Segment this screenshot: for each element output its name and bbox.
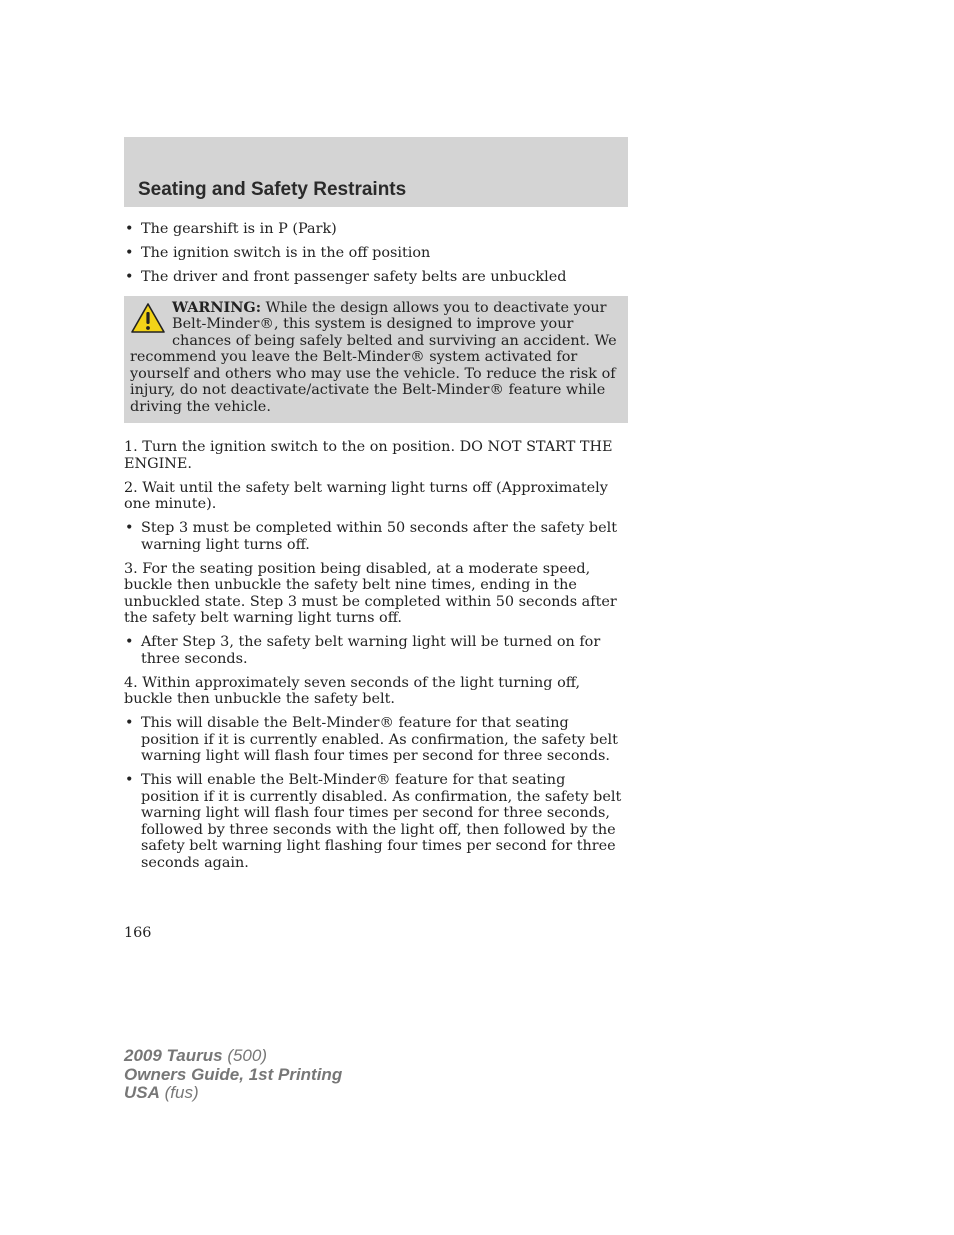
step-4: 4. Within approximately seven seconds of the light turning off, buckle then unbuckle the safety belt. xyxy=(124,674,581,707)
list-item: • The gearshift is in P (Park) xyxy=(124,221,628,238)
warning-triangle-icon xyxy=(130,302,166,335)
section-title: Seating and Safety Restraints xyxy=(138,179,407,200)
list-item: • This will disable the Belt-Minder® feature for that seating position if it is currently enabled. As confirmation, the safety belt warning light will flash four times per second for three seconds. xyxy=(124,715,628,765)
step-2-bullets xyxy=(124,520,628,553)
step-3: 3. For the seating position being disabled, at a moderate speed, buckle then unbuckle the safety belt nine times, ending in the unbuckled state. Step 3 must be completed within 50 seconds after the safety belt warning light turns off. xyxy=(124,560,617,626)
footer-model-code: (500) xyxy=(222,1046,268,1065)
step-3-bullets xyxy=(124,634,628,667)
list-item: • The ignition switch is in the off position xyxy=(124,245,628,262)
footer-model-line xyxy=(124,1047,342,1066)
step-2: 2. Wait until the safety belt warning light turns off (Approximately one minute). xyxy=(124,479,608,512)
list-item: • The driver and front passenger safety belts are unbuckled xyxy=(124,269,628,286)
list-item: • Step 3 must be completed within 50 seconds after the safety belt warning light turns off. xyxy=(124,520,628,553)
footer-model: 2009 Taurus xyxy=(124,1046,223,1065)
section-header xyxy=(124,137,628,207)
intro-bullet-list xyxy=(124,221,628,286)
step-4-bullets xyxy=(124,715,628,871)
list-item: • After Step 3, the safety belt warning light will be turned on for three seconds. xyxy=(124,634,628,667)
footer-edition: Owners Guide, 1st Printing xyxy=(124,1064,343,1084)
page-number: 166 xyxy=(124,925,152,941)
step-1: 1. Turn the ignition switch to the on position. DO NOT START THE ENGINE. xyxy=(124,439,613,472)
footer-market-code: (fus) xyxy=(159,1083,199,1102)
document-footer xyxy=(124,1047,342,1103)
footer-market-line xyxy=(124,1084,342,1103)
footer-market: USA xyxy=(124,1083,160,1102)
list-item: • This will enable the Belt-Minder® feature for that seating position if it is currently disabled. As confirmation, the safety belt warning light will flash four times per second for three seconds, followed by three seconds with the light off, then followed by the safety belt warning light flashing four times per second for three seconds again. xyxy=(124,772,628,871)
warning-label: WARNING: xyxy=(172,298,262,316)
warning-text: While the design allows you to deactivate your Belt-Minder®, this system is designed to improve your chances of being safely belted and surviving an accident. We recommend you leave the Belt-Minder® system activated for yourself and others who may use the vehicle. To reduce the risk of injury, do not deactivate/activate the Belt-Minder® feature while driving the vehicle. xyxy=(130,299,617,415)
warning-box xyxy=(124,296,628,424)
page-content xyxy=(124,221,628,879)
